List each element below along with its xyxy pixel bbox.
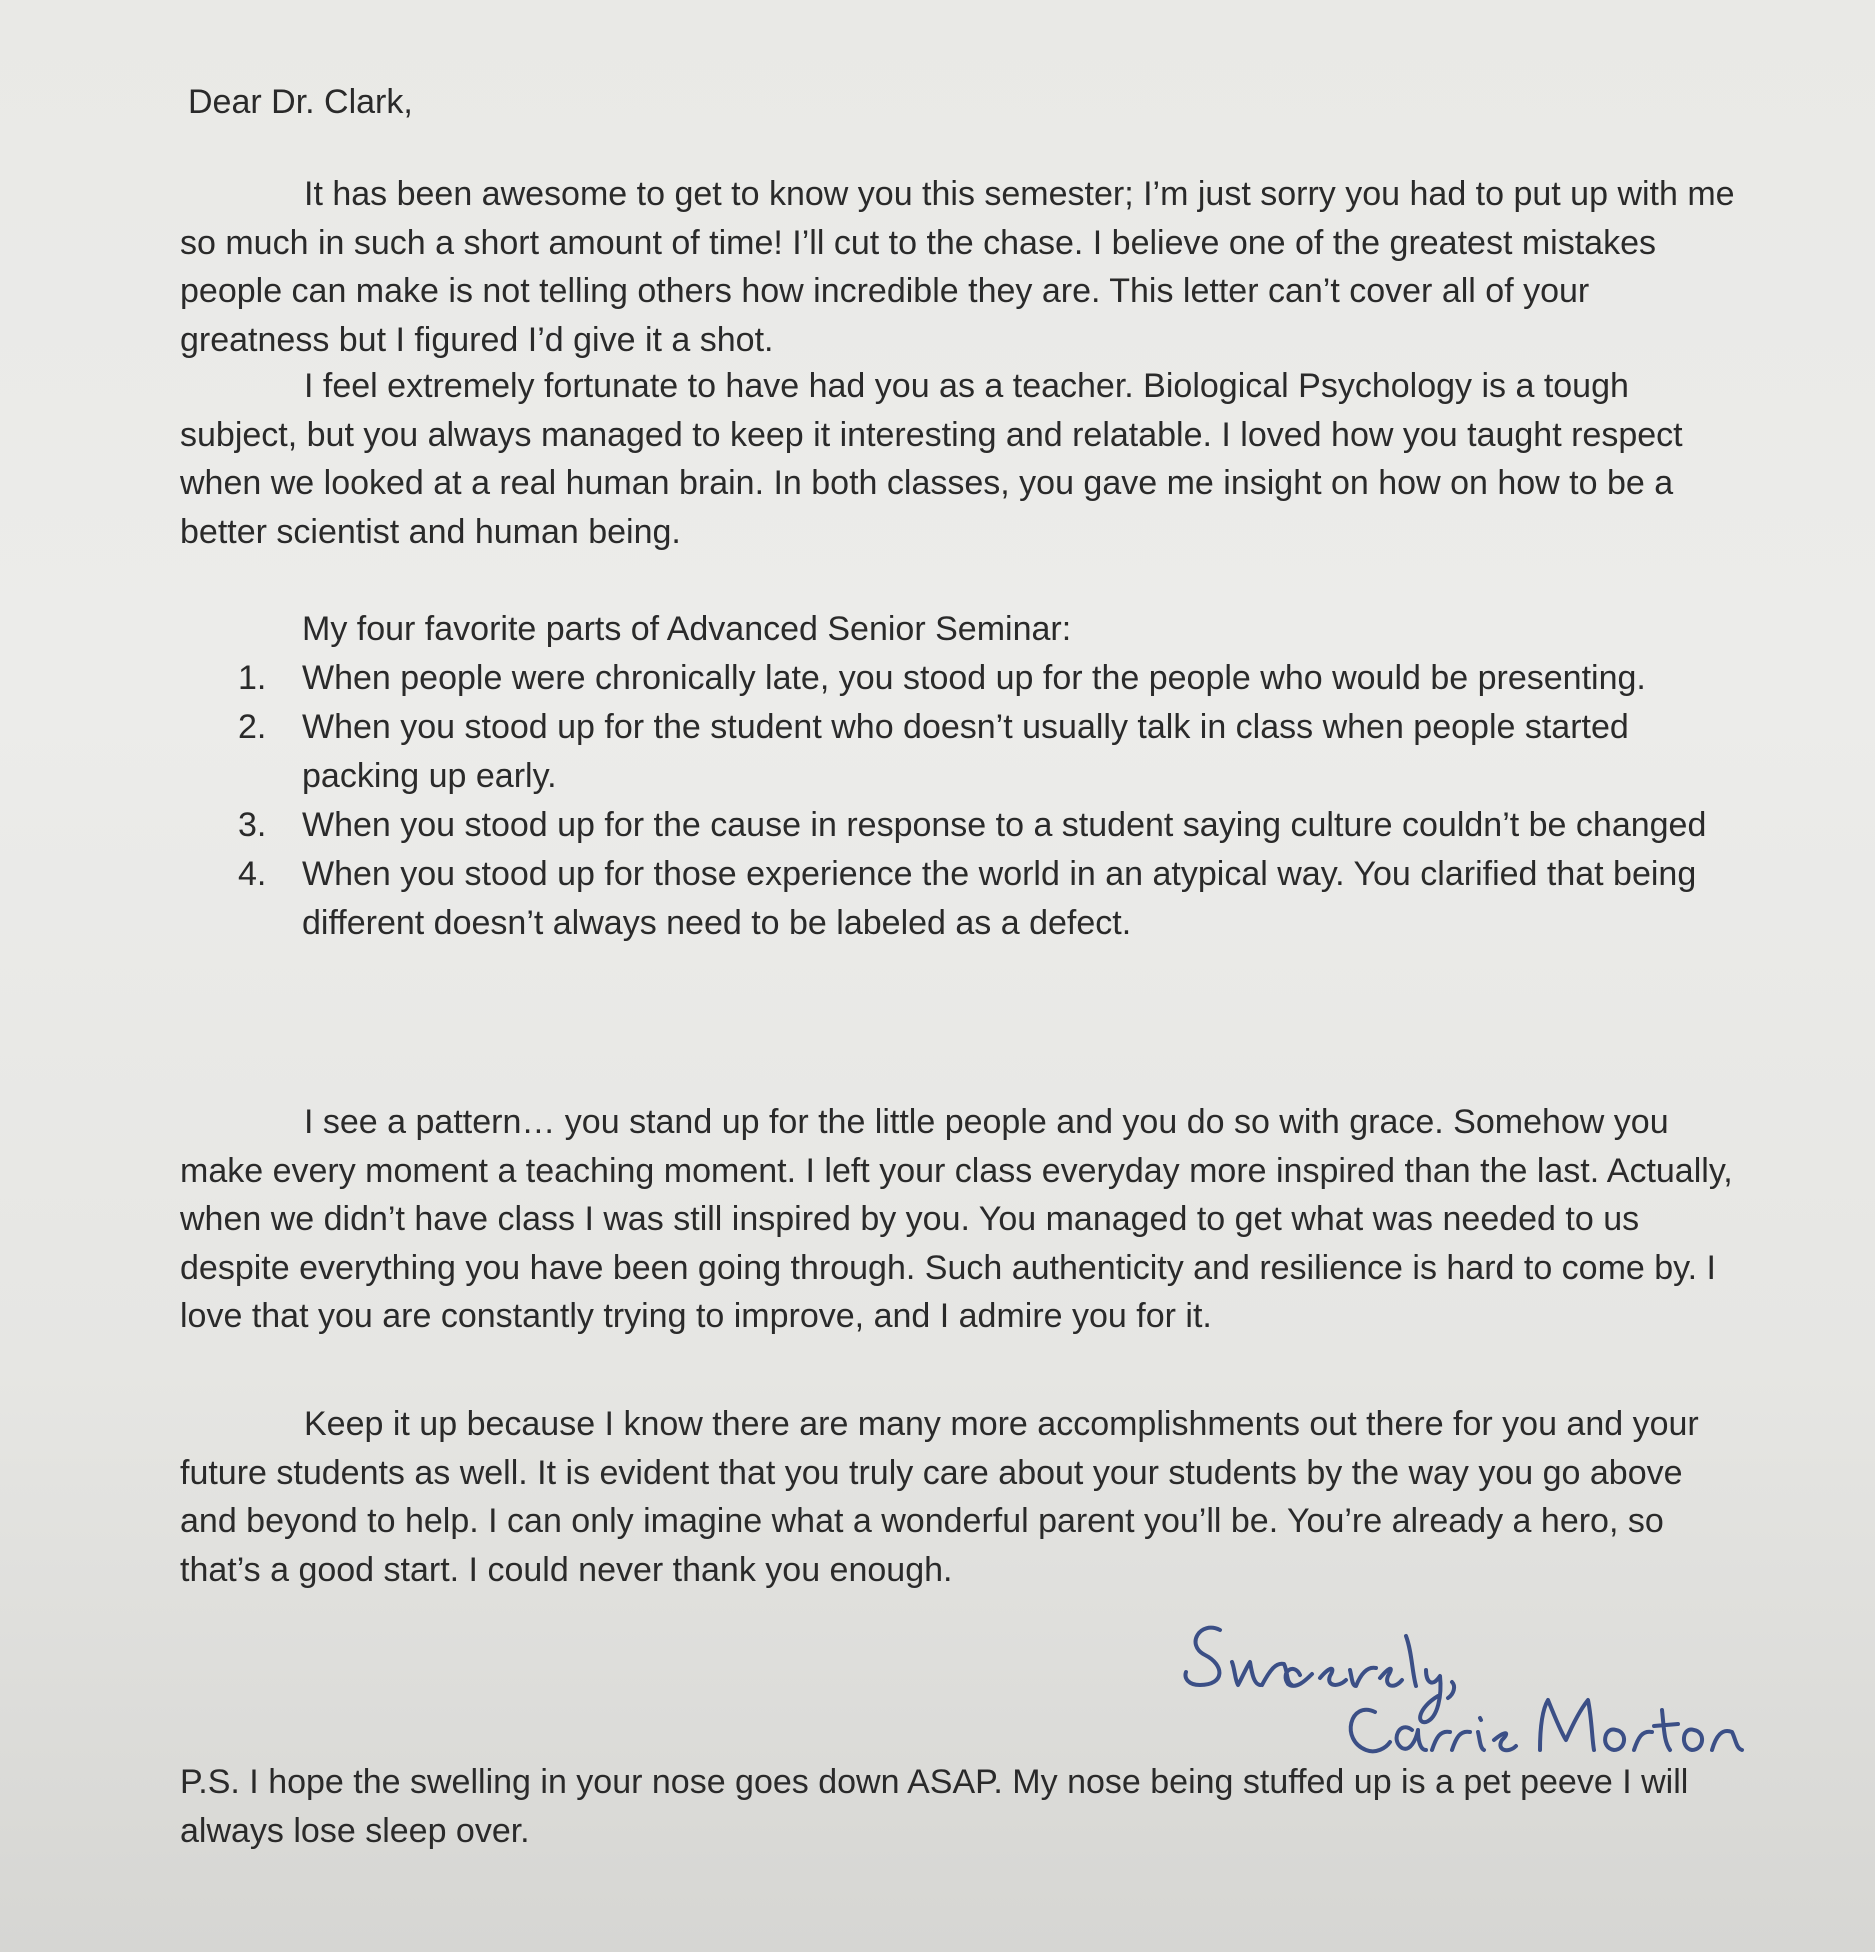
list-item-number: 1. xyxy=(238,659,267,697)
letter-paragraph-3: I see a pattern… you stand up for the little people and you do so with grace. Somehow you make every moment a teaching moment. I left your class everyday more inspired than the last. Actually, when we didn’t have class I was still inspired by you. You managed to get what was needed to us despite everything you have been going through. Such authenticity and resilience is hard to come by. I love that you are constantly trying to improve, and I admire you for it. xyxy=(180,1103,1733,1335)
postscript: P.S. I hope the swelling in your nose goes down ASAP. My nose being stuffed up is a pet peeve I will always lose sleep over. xyxy=(180,1763,1689,1850)
favorites-list xyxy=(180,654,1745,948)
list-item-text: When you stood up for those experience the world in an atypical way. You clarified that being different doesn’t always need to be labeled as a defect. xyxy=(302,855,1697,942)
list-item-number: 4. xyxy=(238,855,267,893)
letter-paragraph-2: I feel extremely fortunate to have had you as a teacher. Biological Psychology is a tough subject, but you always managed to keep it interesting and relatable. I loved how you taught respect when we looked at a real human brain. In both classes, you gave me insight on how on how to be a better scientist and human being. xyxy=(180,367,1683,551)
letter-paragraph-1: It has been awesome to get to know you this semester; I’m just sorry you had to put up with me so much in such a short amount of time! I’ll cut to the chase. I believe one of the greatest mistakes people can make is not telling others how incredible they are. This letter can’t cover all of your greatness but I figured I’d give it a shot. xyxy=(180,175,1735,359)
list-item xyxy=(180,801,1745,850)
list-item xyxy=(180,654,1745,703)
letter-paragraph-4: Keep it up because I know there are many more accomplishments out there for you and your future students as well. It is evident that you truly care about your students by the way you go above and beyond to help. I can only imagine what a wonderful parent you’ll be. You’re already a hero, so that’s a good start. I could never thank you enough. xyxy=(180,1405,1699,1589)
list-item xyxy=(180,850,1745,948)
list-item-number: 2. xyxy=(238,708,267,746)
list-item xyxy=(180,703,1745,801)
list-item-text: When people were chronically late, you stood up for the people who would be presenting. xyxy=(302,659,1646,697)
letter-greeting: Dear Dr. Clark, xyxy=(188,83,413,121)
handwritten-signature xyxy=(1180,1600,1780,1770)
list-intro: My four favorite parts of Advanced Senior Seminar: xyxy=(302,610,1072,648)
list-item-number: 3. xyxy=(238,806,267,844)
list-item-text: When you stood up for the cause in response to a student saying culture couldn’t be changed xyxy=(302,806,1707,844)
list-item-text: When you stood up for the student who doesn’t usually talk in class when people started packing up early. xyxy=(302,708,1629,795)
